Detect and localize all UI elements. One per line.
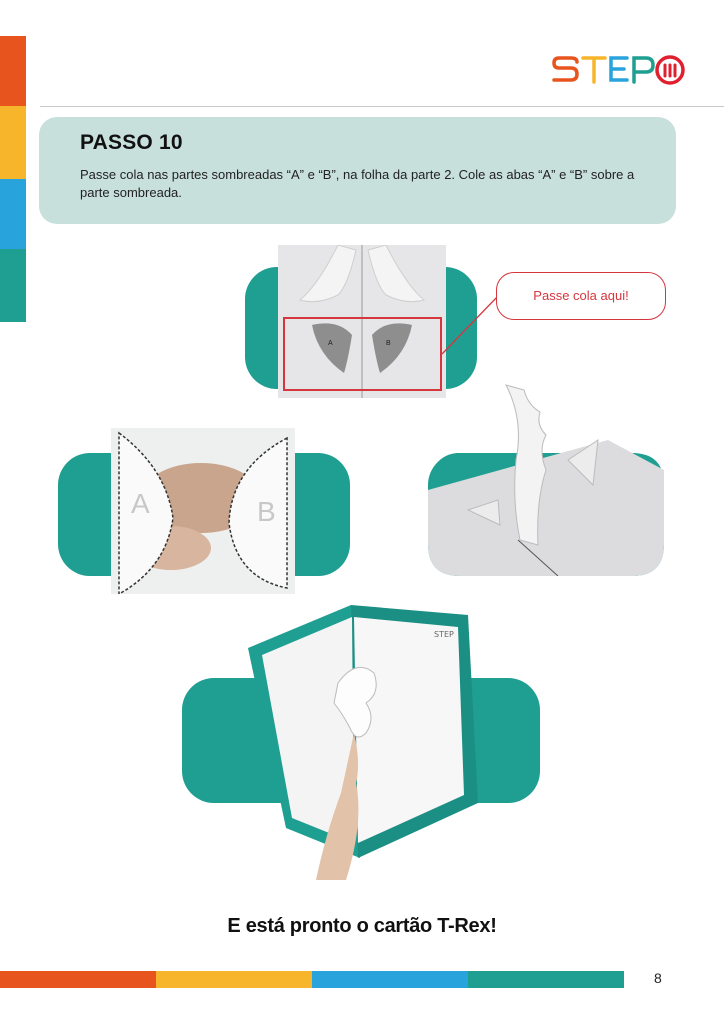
side-strip-blue <box>0 179 26 249</box>
footer-bar-orange <box>0 971 156 988</box>
footer-bar-blue <box>312 971 468 988</box>
label-a: A <box>328 340 333 347</box>
step-logo-mark <box>551 52 685 92</box>
label-b: B <box>386 340 391 347</box>
header-divider <box>40 106 724 107</box>
callout-glue-here: Passe cola aqui! <box>496 272 666 320</box>
footer-bar-yellow <box>156 971 312 988</box>
svg-text:STEP: STEP <box>434 630 454 639</box>
step-instructions: Passe cola nas partes sombreadas “A” e “B”, na folha da parte 2. Cole as abas “A” e “B” sobre a parte sombreada. <box>80 167 635 200</box>
big-label-b: B <box>257 496 276 527</box>
side-strip-orange <box>0 36 26 106</box>
footer-bar-teal <box>468 971 624 988</box>
photo-finished-card <box>246 603 478 880</box>
photo-hands-ab <box>111 428 295 594</box>
page-number: 8 <box>654 970 662 986</box>
big-label-a: A <box>131 488 150 519</box>
photo-shaded-areas <box>278 245 446 398</box>
step-title: PASSO 10 <box>80 131 183 154</box>
step-logo <box>551 52 685 92</box>
callout-connector <box>440 296 500 356</box>
final-message: E está pronto o cartão T-Rex! <box>227 915 497 937</box>
side-strip-teal <box>0 249 26 322</box>
side-strip-yellow <box>0 106 26 179</box>
photo-trex-assembled <box>428 380 664 576</box>
